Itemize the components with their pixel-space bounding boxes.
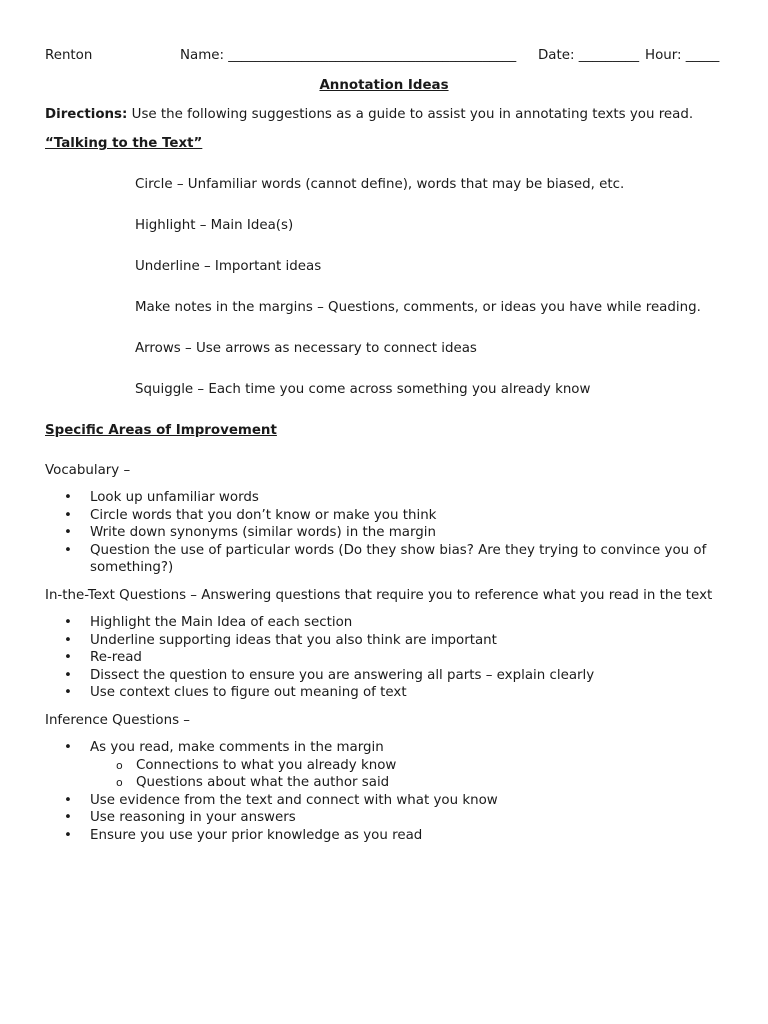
- name-field: Name: ___________________________________________: [180, 48, 517, 63]
- directions-text: Use the following suggestions as a guide to assist you in annotating texts you read.: [127, 107, 694, 122]
- talk-item-underline: Underline – Important ideas: [135, 259, 322, 274]
- list-item: [64, 739, 730, 792]
- list-item: • Use evidence from the text and connect with what you know: [64, 792, 730, 810]
- sub-list-item: o Connections to what you already know: [116, 757, 636, 775]
- date-field: Date: _________: [538, 48, 640, 63]
- sub-list-item: o Questions about what the author said: [116, 774, 636, 792]
- vocabulary-list: [64, 489, 730, 577]
- list-item: • Question the use of particular words (Do they show bias? Are they trying to convince you of something?): [64, 542, 730, 577]
- list-item: • Circle words that you don’t know or make you think: [64, 507, 730, 525]
- header-row: [45, 47, 725, 65]
- list-item: • Use reasoning in your answers: [64, 809, 730, 827]
- list-item: • Use context clues to figure out meaning of text: [64, 684, 730, 702]
- school-name: Renton: [45, 48, 93, 63]
- talking-heading: “Talking to the Text”: [45, 136, 203, 151]
- list-item: • Look up unfamiliar words: [64, 489, 730, 507]
- inference-sub-list: [90, 757, 730, 792]
- directions-label: Directions:: [45, 107, 128, 122]
- list-item: • Dissect the question to ensure you are answering all parts – explain clearly: [64, 667, 730, 685]
- page-title: Annotation Ideas: [319, 78, 449, 93]
- talk-item-margin-notes: Make notes in the margins – Questions, comments, or ideas you have while reading.: [135, 300, 701, 315]
- inference-list: [64, 739, 730, 844]
- in-text-heading: In-the-Text Questions – Answering questions that require you to reference what you read in the text: [45, 588, 713, 603]
- specific-heading: Specific Areas of Improvement: [45, 423, 277, 438]
- hour-field: Hour: _____: [645, 48, 720, 63]
- inference-heading: Inference Questions –: [45, 713, 191, 728]
- list-item: • Highlight the Main Idea of each section: [64, 614, 730, 632]
- list-item: • Ensure you use your prior knowledge as you read: [64, 827, 730, 845]
- list-item-text: As you read, make comments in the margin: [90, 740, 384, 755]
- directions-line: [45, 106, 693, 123]
- talk-item-arrows: Arrows – Use arrows as necessary to connect ideas: [135, 341, 477, 356]
- vocabulary-heading: Vocabulary –: [45, 463, 131, 478]
- list-item: • Underline supporting ideas that you also think are important: [64, 632, 730, 650]
- talk-item-squiggle: Squiggle – Each time you come across something you already know: [135, 382, 591, 397]
- list-item: • Write down synonyms (similar words) in the margin: [64, 524, 730, 542]
- list-item: • Re-read: [64, 649, 730, 667]
- talk-item-highlight: Highlight – Main Idea(s): [135, 218, 294, 233]
- talk-item-circle: Circle – Unfamiliar words (cannot define), words that may be biased, etc.: [135, 177, 625, 192]
- in-text-list: [64, 614, 730, 702]
